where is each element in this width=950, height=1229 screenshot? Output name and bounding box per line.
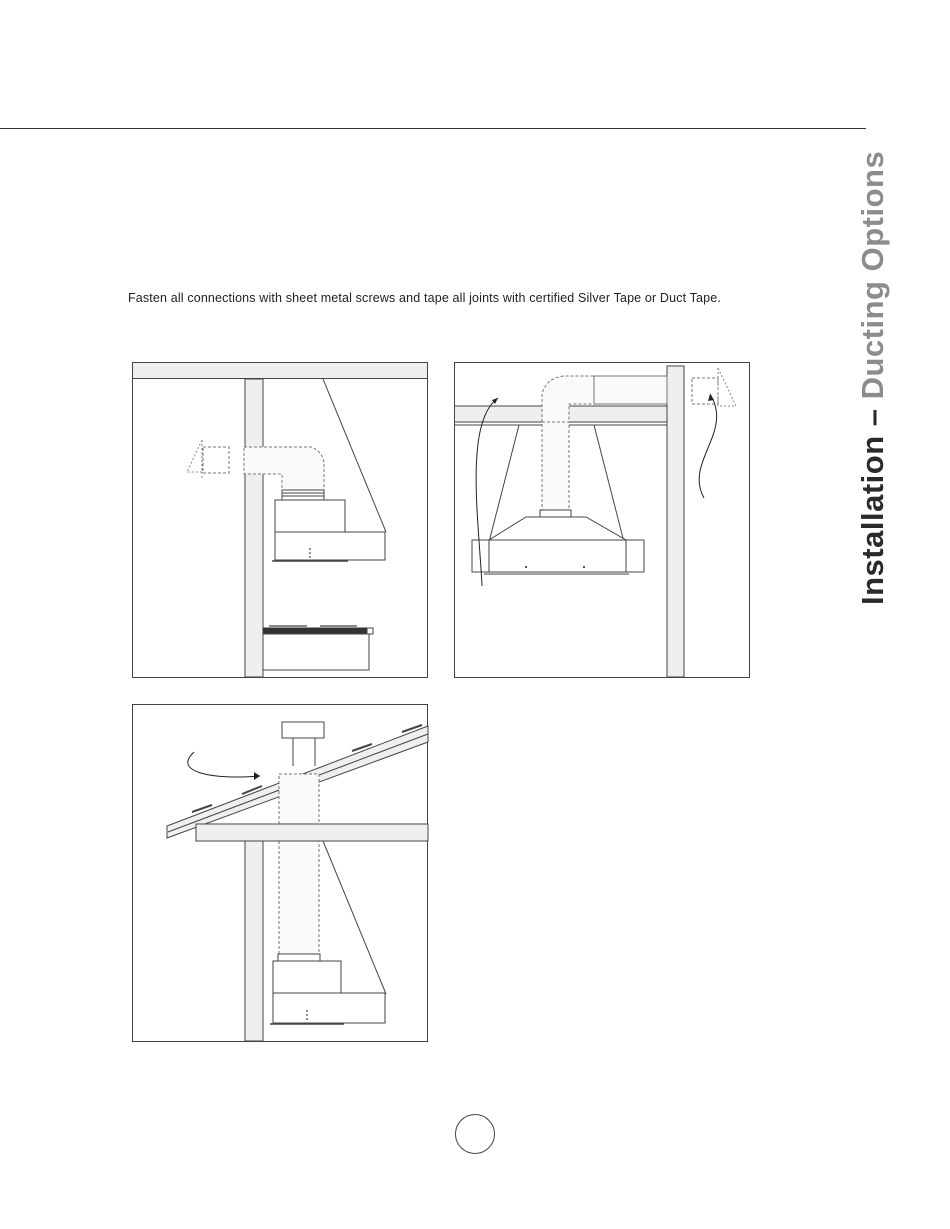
page-number-circle bbox=[455, 1114, 495, 1154]
figure-roof-vent bbox=[132, 704, 429, 1043]
island-hood-ceiling-duct-diagram bbox=[454, 362, 751, 679]
wall-hood-roof-duct-diagram bbox=[132, 704, 429, 1043]
figure-wall-horizontal-vent bbox=[132, 362, 429, 679]
intro-text: Fasten all connections with sheet metal screws and tape all joints with certified Silver Tape or Duct Tape. bbox=[128, 291, 721, 305]
header-rule bbox=[0, 128, 866, 129]
section-title-part1: Installation – bbox=[855, 408, 890, 605]
wall-hood-horizontal-duct-diagram bbox=[132, 362, 429, 679]
section-title bbox=[855, 151, 891, 605]
figure-island-ceiling-vent bbox=[454, 362, 751, 679]
section-title-part2: Ducting Options bbox=[855, 150, 890, 400]
